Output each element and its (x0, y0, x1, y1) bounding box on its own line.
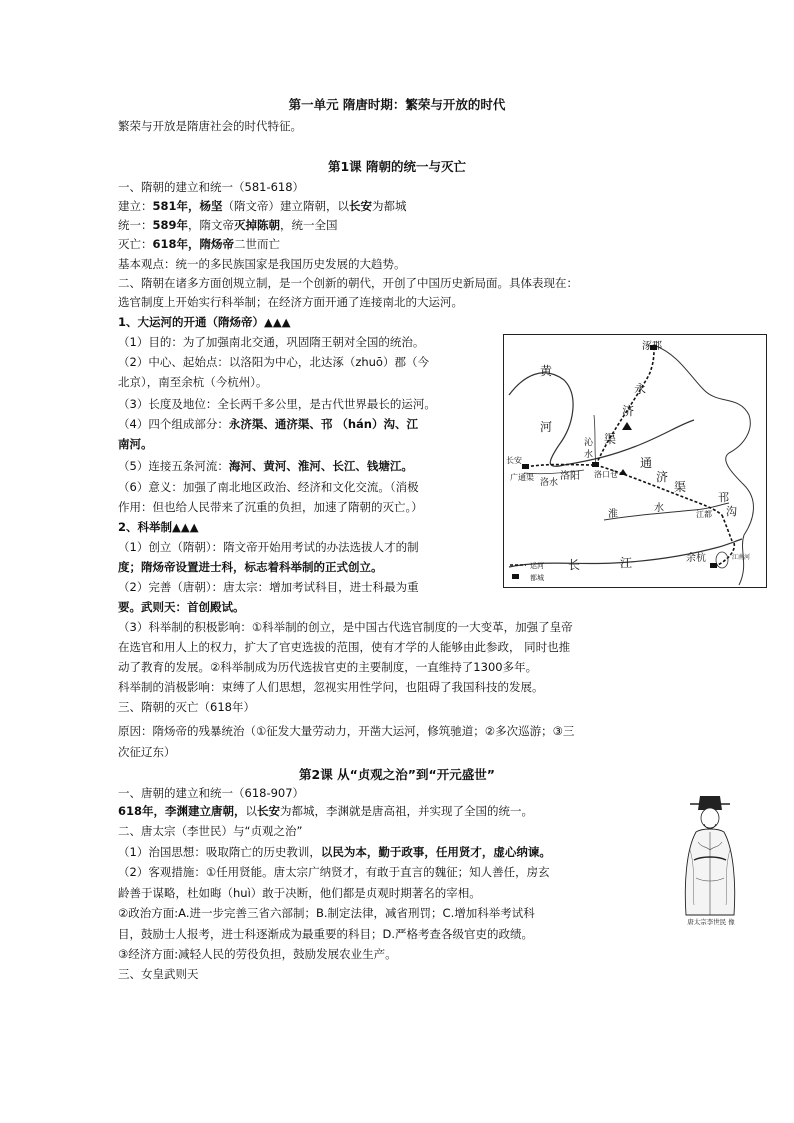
label-qu: 渠 (604, 432, 617, 446)
grand-canal-map (503, 334, 767, 588)
label-ji: 济 (622, 404, 635, 418)
label-changan: 长安 (506, 456, 522, 465)
text: 二世而亡 (234, 237, 281, 251)
fall-reason-b: 次征辽东） (118, 745, 176, 759)
sui-fall (118, 235, 280, 253)
label-jiangdu: 江都 (696, 510, 712, 519)
basic-view: 基本观点：统一的多民族国家是我国历史发展的大趋势。 (118, 257, 406, 271)
lesson1-section1-heading: 一、隋朝的建立和统一（581-618） (118, 180, 305, 194)
tang-taizong-portrait (676, 790, 744, 920)
politics-b: 目，鼓励士人报考，进士科逐渐成为最重要的科目；D.严格考查各级官吏的政绩。 (118, 927, 534, 941)
unit-intro: 繁荣与开放是隋唐社会的时代特征。 (118, 119, 302, 133)
label-zhuojun: 涿郡 (642, 341, 662, 352)
exam-create-a: （1）创立（隋朝）：隋文帝开始用考试的办法选拔人才的制 (118, 540, 419, 554)
label: （4）四个组成部分： (118, 417, 229, 431)
label-yong: 永 (634, 382, 647, 396)
label-he: 河 (540, 420, 553, 434)
lesson1-title: 第1课 隋朝的统一与灭亡 (327, 159, 467, 174)
label-yuhang: 余杭 (686, 553, 706, 564)
label-han: 邗 (718, 491, 729, 504)
label-qu2: 渠 (674, 480, 687, 494)
label: 统一： (118, 218, 153, 232)
exam-heading: 2、科举制▲▲▲ (118, 520, 199, 534)
exam-perfect-b: 要。武则天：首创殿试。 (118, 600, 245, 614)
lesson2-title: 第2课 从“贞观之治”到“开元盛世” (299, 767, 495, 782)
text: ，隋文帝 (188, 218, 235, 232)
lesson2-section1-heading: 一、唐朝的建立和统一（618-907） (118, 786, 305, 800)
measures-b: 龄善于谋略，杜如晦（huì）敢于决断，他们都是贞观时期著名的宰相。 (118, 886, 481, 900)
canal-center-a: （2）中心、起始点：以洛阳为中心，北达涿（zhuō）郡（今 (118, 355, 429, 369)
label-huai: 淮 (608, 509, 618, 520)
text: 为都城 (372, 199, 407, 213)
label-luokoucang: 洛口仓 (594, 470, 618, 479)
text: 以 (245, 804, 258, 818)
canal-meaning-b: 作用：但也给人民带来了沉重的负担，加速了隋朝的灭亡。） (118, 500, 423, 514)
canal-rivers (118, 457, 413, 475)
bold-text: 618年，李渊建立唐朝， (118, 804, 246, 818)
label-gou: 沟 (726, 505, 737, 518)
canal-meaning-a: （6）意义：加强了南北地区政治、经济和文化交流。（消极 (118, 480, 419, 494)
label: 建立： (118, 199, 153, 213)
label-qin-shui: 水 (584, 450, 594, 460)
exam-perfect-a: （2）完善（唐朝）：唐太宗：增加考试科目，进士科最为重 (118, 580, 419, 594)
legend-canal-text: 运河 (530, 562, 544, 570)
label-luoyang: 洛阳 (560, 471, 580, 482)
portrait-caption: 唐太宗李世民 像 (687, 918, 735, 926)
politics-a: ②政治方面:A.进一步完善三省六部制；B.制定法律，减省刑罚；C.增加科举考试科 (118, 906, 535, 920)
canal-heading: 1、大运河的开通（隋炀帝）▲▲▲ (118, 315, 291, 329)
lesson2-section3-heading: 三、女皇武则天 (118, 967, 199, 981)
section2-line2: 选官制度上开始实行科举制；在经济方面开通了连接南北的大运河。 (118, 295, 463, 309)
sui-founding (118, 197, 407, 215)
map-svg (504, 335, 766, 587)
label-huai-shui: 水 (654, 503, 664, 514)
label-jiangnan: 江南河 (732, 554, 751, 561)
bold-text: 长安 (349, 199, 373, 213)
text: 为都城，李渊就是唐高祖，并实现了全国的统一。 (280, 804, 534, 818)
lesson2-section2-heading: 二、唐太宗（李世民）与“贞观之治” (118, 824, 303, 838)
canal-center-b: 北京），南至余杭（今杭州）。 (118, 375, 268, 389)
canal-purpose: （1）目的：为了加强南北交通，巩固隋王朝对全国的统治。 (118, 335, 425, 349)
bold-text: 永济渠、通济渠、邗 （hán）沟、江 (228, 417, 418, 431)
text: ，统一全国 (280, 218, 338, 232)
label-ji2: 济 (656, 470, 669, 484)
bold-text: 长安 (257, 804, 281, 818)
label: 灭亡： (118, 237, 153, 251)
label: （1）治国思想：吸取隋亡的历史教训， (118, 845, 321, 859)
bold-text: 618年，隋炀帝 (152, 237, 235, 251)
canal-length: （3）长度及地位：全长两千多公里，是古代世界最长的运河。 (118, 397, 436, 411)
sui-unification (118, 216, 338, 234)
label-luoshui: 洛水 (540, 478, 559, 488)
legend-capital-text: 都城 (530, 574, 544, 582)
measures-a: （2）客观措施：①任用贤能。唐太宗广纳贤才，有敢于直言的魏征；知人善任，房玄 (118, 865, 550, 879)
canal-parts (118, 415, 418, 433)
governing-thought (118, 843, 551, 861)
bold-text: 以民为本，勤于政事，任用贤才，虚心纳谏。 (320, 845, 551, 859)
label-tong: 通 (640, 456, 653, 470)
bold-text: 589年 (152, 218, 189, 232)
fall-reason-a: 原因：隋炀帝的残暴统治（①征发大量劳动力，开凿大运河，修筑驰道；②多次巡游；③三 (118, 724, 575, 738)
label-huang: 黄 (540, 364, 553, 378)
sui-fall-heading: 三、隋朝的灭亡（618年） (118, 700, 255, 714)
label: （5）连接五条河流： (118, 459, 229, 473)
exam-positive-2: 在选官和用人上的权力，扩大了官吏选拔的范围，使有才学的人能够由此参政， 同时也推 (118, 640, 571, 654)
exam-negative: 科举制的消极影响：束缚了人们思想，忽视实用性学问，也阻碍了我国科技的发展。 (118, 680, 544, 694)
section2-line1: 二、隋朝在诸多方面创规立制，是一个创新的朝代，开创了中国历史新局面。具体表现在： (118, 276, 578, 290)
bold-text: 海河、黄河、淮河、长江、钱塘江。 (228, 459, 413, 473)
unit-title: 第一单元 隋唐时期：繁荣与开放的时代 (288, 97, 506, 112)
label-qin: 沁 (584, 438, 594, 448)
bold-text: 灭掉陈朝 (234, 218, 281, 232)
text: （隋文帝）建立隋朝，以 (222, 199, 350, 213)
label-guangtong: 广通渠 (510, 473, 534, 482)
exam-positive-1: （3）科举制的积极影响：①科举制的创立，是中国古代选官制度的一大变革，加强了皇帝 (118, 620, 573, 634)
bold-text: 581年，杨坚 (152, 199, 223, 213)
exam-create-b: 度；隋炀帝设置进士科，标志着科举制的正式创立。 (118, 560, 383, 574)
economy: ③经济方面:减轻人民的劳役负担，鼓励发展农业生产。 (118, 947, 397, 961)
legend-capital-mark (512, 574, 519, 579)
label-chang: 长 (568, 558, 581, 572)
exam-positive-3: 动了教育的发展。②科举制成为历代选拔官吏的主要制度，一直维持了1300多年。 (118, 660, 538, 674)
canal-parts-cont: 南河。 (118, 437, 153, 451)
tang-founding (118, 802, 533, 820)
label-jiang: 江 (620, 556, 633, 570)
